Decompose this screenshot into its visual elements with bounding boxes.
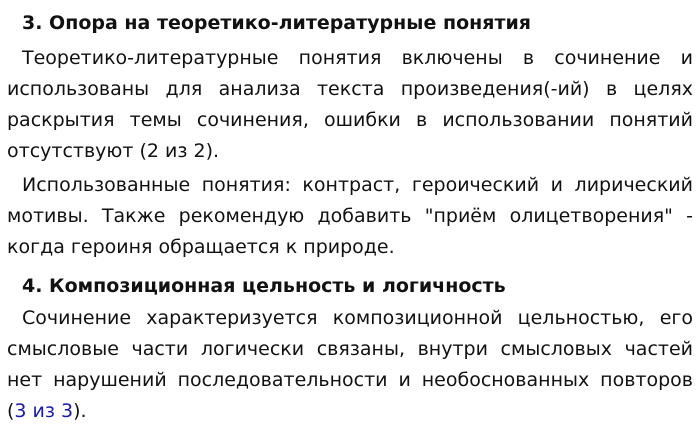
section-4-paragraph-end: ). [73,400,87,422]
section-4-score: 3 из 3 [14,400,74,422]
section-4-paragraph [7,303,693,427]
section-3-paragraph-2: Использованные понятия: контраст, героический и лирический мотивы. Также рекомендую добавить "приём олицетворения" - когда героиня обращается к природе. [7,174,693,258]
section-4-heading: 4. Композиционная цельность и логичность [22,275,506,297]
document-body [7,0,693,427]
section-4-paragraph-text: Сочинение характеризуется композиционной цельностью, его смысловые части логически связаны, внутри смысловых частей нет нарушений последовательности и необоснованных повторов ( [7,307,693,422]
section-3-heading: 3. Опора на теоретико-литературные понятия [22,12,531,34]
section-3-paragraph-1: Теоретико-литературные понятия включены в сочинение и использованы для анализа текста произведения(-ий) в целях раскрытия темы сочинения, ошибки в использовании понятий отсутствуют (2 из 2). [7,47,693,162]
